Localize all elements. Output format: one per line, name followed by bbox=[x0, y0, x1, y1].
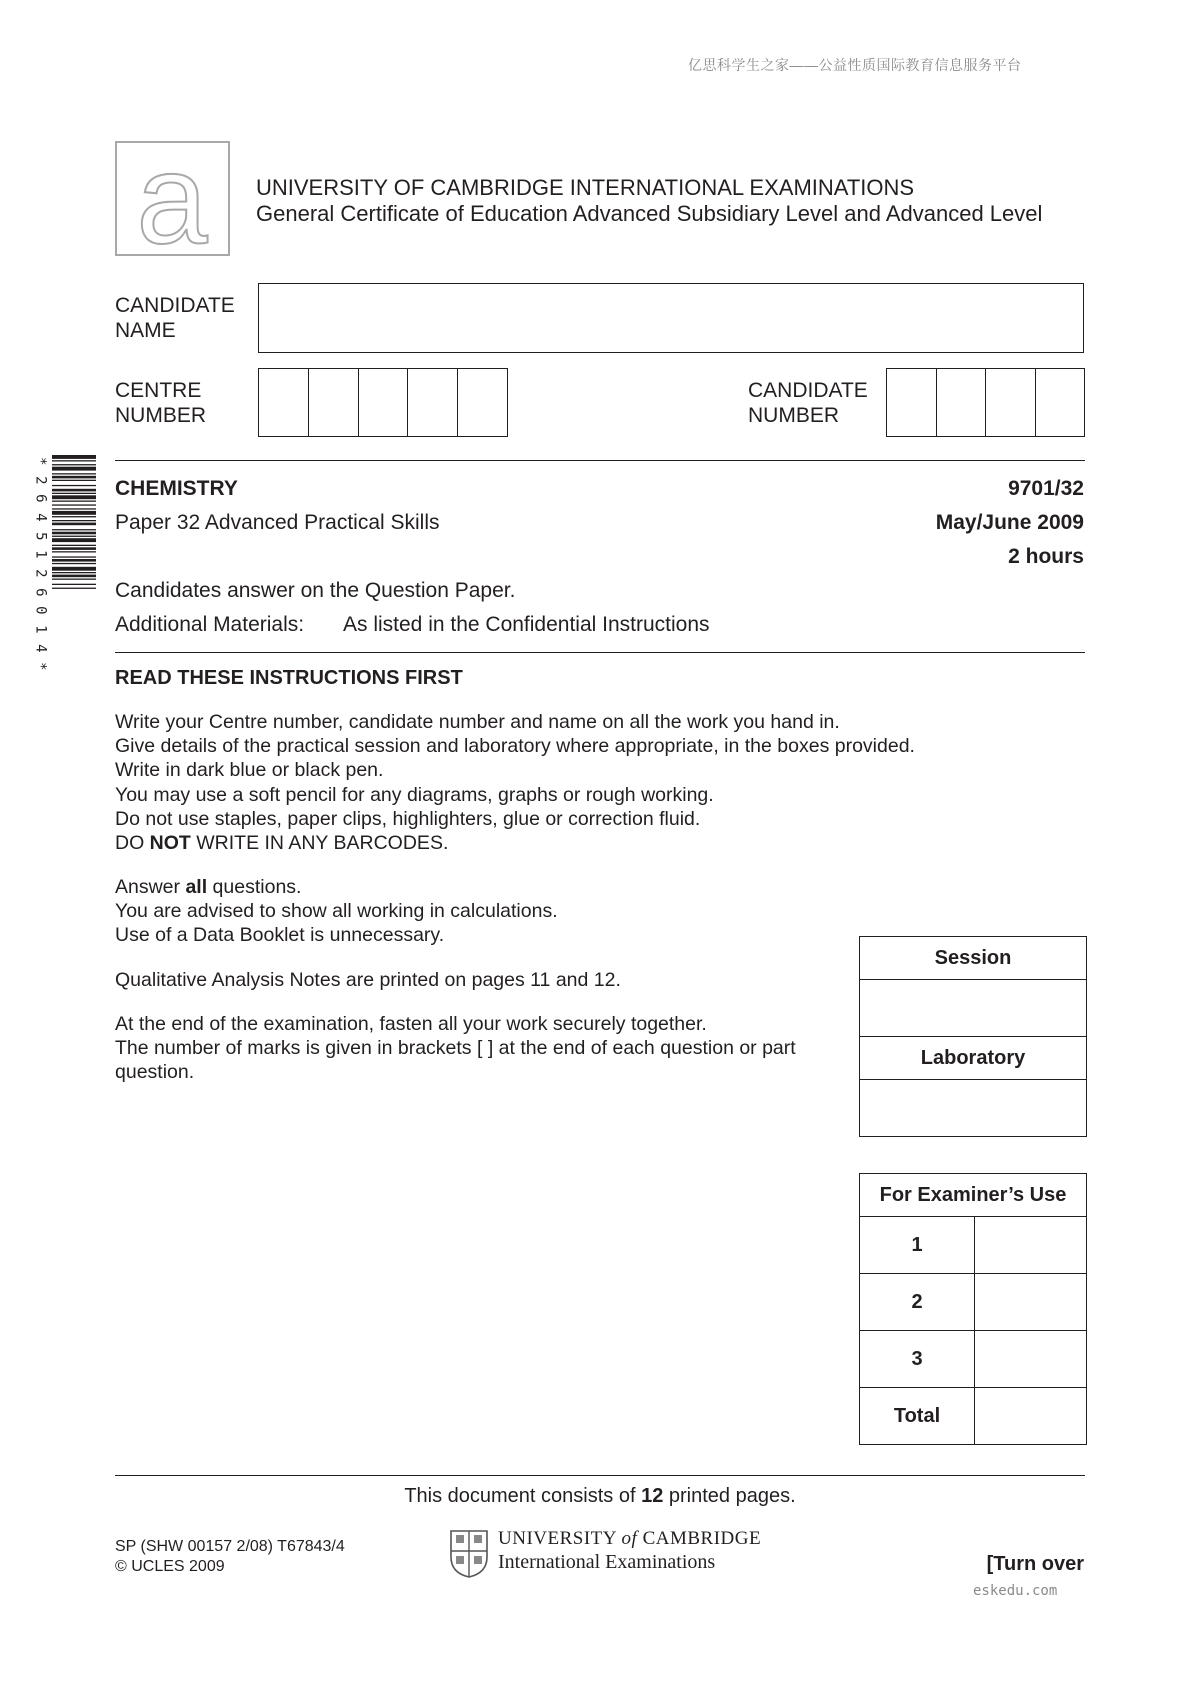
barcode-bar bbox=[52, 464, 96, 465]
instruction-line-barcodes: DO NOT WRITE IN ANY BARCODES. bbox=[115, 832, 449, 855]
exam-duration: 2 hours bbox=[1008, 545, 1084, 568]
materials-value: As listed in the Confidential Instructions bbox=[343, 613, 710, 636]
divider bbox=[115, 460, 1085, 461]
watermark-top: 亿思科学生之家——公益性质国际教育信息服务平台 bbox=[688, 57, 1022, 73]
examiner-row-label: 2 bbox=[860, 1274, 975, 1331]
qualification-title: General Certificate of Education Advanced Subsidiary Level and Advanced Level bbox=[256, 201, 1043, 226]
barcode-bar bbox=[52, 556, 96, 557]
barcode-bar bbox=[52, 536, 96, 537]
barcode-digit: 6 bbox=[32, 494, 49, 503]
barcode-digits bbox=[33, 452, 47, 676]
board-title: UNIVERSITY OF CAMBRIDGE INTERNATIONAL EXAMINATIONS bbox=[256, 175, 915, 200]
watermark-bottom: eskedu.com bbox=[973, 1583, 1058, 1599]
examiner-row-label: 3 bbox=[860, 1331, 975, 1388]
barcode-bar bbox=[52, 460, 96, 461]
cambridge-crest-icon bbox=[449, 1529, 489, 1578]
cie-a-logo bbox=[115, 141, 230, 256]
barcode-bar bbox=[52, 559, 96, 562]
barcode-bar bbox=[52, 467, 96, 471]
candidate-number-digit[interactable] bbox=[986, 369, 1036, 436]
centre-number-field[interactable] bbox=[258, 368, 508, 437]
barcode-bar bbox=[52, 473, 96, 474]
session-label: Session bbox=[860, 937, 1087, 980]
centre-number-digit[interactable] bbox=[458, 369, 507, 436]
barcode-bar bbox=[52, 480, 96, 481]
instruction-line: You are advised to show all working in calculations. bbox=[115, 900, 558, 923]
barcode-bar bbox=[52, 567, 96, 571]
candidate-number-field[interactable] bbox=[886, 368, 1085, 437]
cambridge-wordmark-subtitle: International Examinations bbox=[498, 1551, 716, 1573]
examiner-mark-field[interactable] bbox=[975, 1331, 1087, 1388]
barcode-digit: * bbox=[32, 457, 49, 466]
barcode-bar bbox=[52, 476, 96, 479]
paper-reference: SP (SHW 00157 2/08) T67843/4 bbox=[115, 1538, 345, 1555]
barcode-digit: * bbox=[32, 662, 49, 671]
barcode-bar bbox=[52, 579, 96, 580]
materials-label: Additional Materials: bbox=[115, 613, 305, 636]
instructions-heading: READ THESE INSTRUCTIONS FIRST bbox=[115, 667, 463, 689]
barcode-bar bbox=[52, 493, 96, 494]
barcode-digit: 2 bbox=[32, 569, 49, 578]
barcode-bar bbox=[52, 538, 96, 542]
barcode-digit: 0 bbox=[32, 606, 49, 615]
instruction-line: You may use a soft pencil for any diagrams, graphs or rough working. bbox=[115, 783, 714, 806]
barcode-bar bbox=[52, 563, 96, 564]
instructions-block-1 bbox=[115, 710, 915, 855]
barcode-bar bbox=[52, 575, 96, 578]
divider bbox=[115, 1475, 1085, 1476]
page-count-note: This document consists of 12 printed pages. bbox=[404, 1485, 796, 1507]
examiner-mark-field[interactable] bbox=[975, 1274, 1087, 1331]
barcode-bar bbox=[52, 547, 96, 550]
candidate-name-field[interactable] bbox=[258, 283, 1084, 353]
centre-number-digit[interactable] bbox=[408, 369, 458, 436]
paper-title: Paper 32 Advanced Practical Skills bbox=[115, 511, 440, 534]
barcode-digit: 4 bbox=[32, 643, 49, 653]
instructions-block-3 bbox=[115, 1012, 796, 1085]
barcode-digit: 4 bbox=[32, 513, 49, 522]
examiner-mark-field[interactable] bbox=[975, 1388, 1087, 1445]
barcode-bar bbox=[52, 501, 96, 502]
barcode-bar bbox=[52, 572, 96, 573]
barcode-bar bbox=[52, 504, 96, 505]
centre-number-digit[interactable] bbox=[359, 369, 409, 436]
barcode-digit: 5 bbox=[32, 531, 49, 541]
barcode bbox=[52, 455, 96, 679]
candidate-number-label: CANDIDATE NUMBER bbox=[748, 379, 868, 427]
barcode-bar bbox=[52, 532, 96, 535]
barcode-bar bbox=[52, 551, 96, 552]
paper-code: 9701/32 bbox=[1008, 477, 1084, 500]
examiner-use-table bbox=[859, 1173, 1087, 1445]
barcode-bar bbox=[52, 520, 96, 521]
barcode-bar bbox=[52, 588, 96, 589]
laboratory-field[interactable] bbox=[860, 1080, 1087, 1137]
barcode-bar bbox=[52, 495, 96, 499]
footer-ref bbox=[115, 1537, 345, 1577]
barcode-bar bbox=[52, 523, 96, 526]
barcode-digit: 6 bbox=[32, 587, 49, 597]
examiner-use-heading: For Examiner’s Use bbox=[860, 1174, 1087, 1217]
candidate-number-digit[interactable] bbox=[887, 369, 937, 436]
exam-session: May/June 2009 bbox=[935, 511, 1084, 534]
barcode-digit: 1 bbox=[32, 550, 49, 559]
barcode-bar bbox=[52, 489, 96, 492]
instruction-line: Write in dark blue or black pen. bbox=[115, 759, 384, 782]
examiner-mark-field[interactable] bbox=[975, 1217, 1087, 1274]
examiner-row-label: Total bbox=[860, 1388, 975, 1445]
barcode-digit: 2 bbox=[32, 475, 49, 485]
barcode-bar bbox=[52, 455, 96, 459]
barcode-bar bbox=[52, 545, 96, 546]
candidate-number-digit[interactable] bbox=[937, 369, 987, 436]
instruction-line: The number of marks is given in brackets [ ] at the end of each question or part bbox=[115, 1037, 796, 1060]
logo-letter: a bbox=[136, 143, 208, 254]
session-field[interactable] bbox=[860, 980, 1087, 1037]
cambridge-wordmark: UNIVERSITY of CAMBRIDGE bbox=[498, 1528, 762, 1549]
barcode-digit: 1 bbox=[32, 625, 49, 634]
instruction-line: question. bbox=[115, 1061, 195, 1084]
divider bbox=[115, 652, 1085, 653]
centre-number-digit[interactable] bbox=[309, 369, 359, 436]
instruction-line: Use of a Data Booklet is unnecessary. bbox=[115, 924, 445, 947]
instruction-line: At the end of the examination, fasten all your work securely together. bbox=[115, 1013, 707, 1035]
barcode-bar bbox=[52, 584, 96, 585]
barcode-bar bbox=[52, 529, 96, 530]
session-laboratory-table bbox=[859, 936, 1087, 1137]
examiner-row-label: 1 bbox=[860, 1217, 975, 1274]
centre-number-digit[interactable] bbox=[259, 369, 309, 436]
subject: CHEMISTRY bbox=[115, 477, 238, 500]
barcode-bar bbox=[52, 516, 96, 517]
instructions-block-2 bbox=[115, 875, 558, 948]
instruction-line: Write your Centre number, candidate number and name on all the work you hand in. bbox=[115, 711, 840, 733]
copyright: © UCLES 2009 bbox=[115, 1558, 225, 1575]
centre-number-label: CENTRE NUMBER bbox=[115, 379, 207, 427]
barcode-bar bbox=[52, 511, 96, 515]
barcode-bar bbox=[52, 485, 96, 486]
laboratory-label: Laboratory bbox=[860, 1037, 1087, 1080]
instruction-line: Do not use staples, paper clips, highlighters, glue or correction fluid. bbox=[115, 807, 701, 830]
barcode-bar bbox=[52, 508, 96, 509]
candidate-number-digit[interactable] bbox=[1036, 369, 1085, 436]
answer-note: Candidates answer on the Question Paper. bbox=[115, 579, 516, 602]
turn-over: [Turn over bbox=[986, 1553, 1084, 1575]
candidate-name-label: CANDIDATE NAME bbox=[115, 294, 235, 342]
instruction-line: Give details of the practical session and laboratory where appropriate, in the boxes provided. bbox=[115, 735, 915, 758]
qa-notes: Qualitative Analysis Notes are printed on pages 11 and 12. bbox=[115, 969, 621, 991]
instruction-line-answer: Answer all questions. bbox=[115, 876, 302, 898]
